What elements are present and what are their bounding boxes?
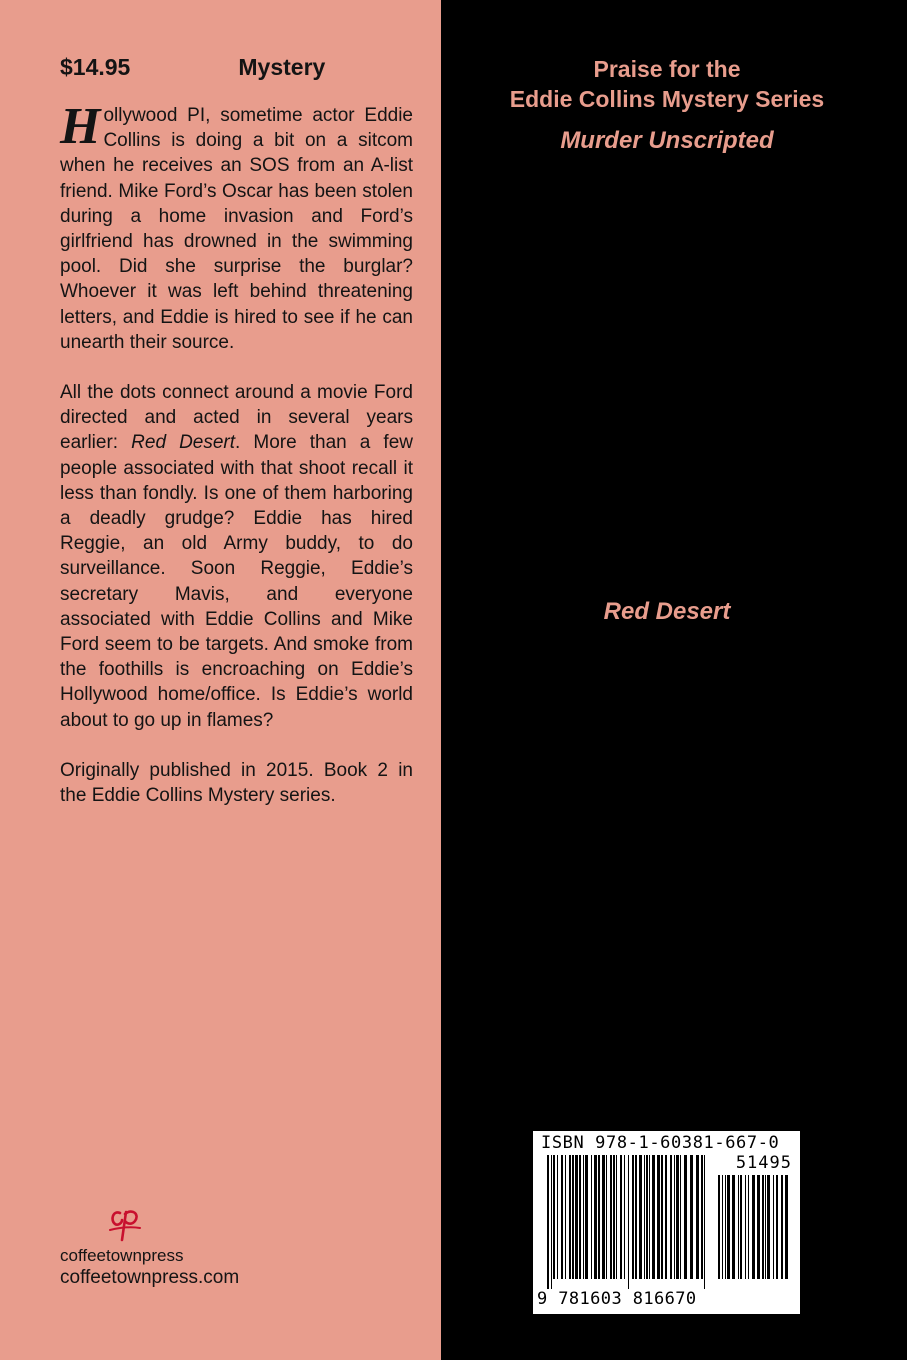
barcode-bar xyxy=(616,1155,617,1279)
barcode-bar xyxy=(670,1155,672,1279)
review-quote-text: “The plot purrs along fast and smooth [….] The ending of xyxy=(465,507,869,555)
barcode-bar xyxy=(569,1155,571,1279)
barcode-bar xyxy=(585,1155,588,1279)
barcode-bar xyxy=(785,1175,788,1279)
barcode-bar xyxy=(722,1175,723,1279)
praise-heading xyxy=(465,54,869,114)
barcode-bar xyxy=(561,1155,563,1279)
award-note xyxy=(465,164,869,214)
barcode-bar xyxy=(583,1155,584,1279)
blurb-paragraph-2 xyxy=(60,380,413,733)
drop-cap: H xyxy=(60,98,101,155)
review-quote: “I like this character Eddie Collins. He’s tough, funny and has the classic private eye’s world-weary wisdom. I hope to see much more of him.” —Michael Connelly, author of the Harry Bosch series xyxy=(465,233,869,355)
barcode-bar xyxy=(639,1155,642,1279)
barcode-bar xyxy=(752,1175,755,1279)
review-quote-text: delivers the reader a sweet surprise.” — xyxy=(465,533,869,580)
barcode-bar xyxy=(738,1175,739,1279)
barcode-bar xyxy=(740,1175,742,1279)
review-quote: “Veteran insider, author Clive Rosengren, swings a wide net for his actor-cum private eye. Collins adeptly switches from actor to P.I., follows clues, soothes emotions and solves several crimes. Enjoyable, fast and loaded with the author’s trademark keen insights.” —Carl Brookins, author of the Sean Sean P.I series. xyxy=(465,829,869,1002)
isbn-label: ISBN 978-1-60381-667-0 xyxy=(541,1133,780,1153)
left-panel xyxy=(0,0,441,1360)
barcode-bar xyxy=(591,1155,592,1279)
barcode-bar xyxy=(632,1155,634,1279)
barcode-bar xyxy=(690,1155,693,1279)
blurb-book-title: Red Desert xyxy=(131,432,236,454)
barcode-bar xyxy=(748,1175,749,1279)
price-addon-bars xyxy=(718,1175,788,1289)
barcode-bar xyxy=(551,1155,552,1289)
blurb-paragraph-1-text: ollywood PI, sometime actor Eddie Collins is doing a bit on a sitcom when he receives an SOS from an A-list friend. Mike Ford’s Oscar has been stolen during a home invasion and Ford’s girlfriend has drowned in the swimming pool. Did she surprise the burglar? Whoever it was left behind threatening letters, and Eddie is hired to see if he can unearth their source. xyxy=(60,105,413,353)
barcode-bar xyxy=(680,1155,681,1279)
barcode-bar xyxy=(572,1155,574,1279)
publisher-name: coffeetownpress xyxy=(60,1246,184,1265)
barcode-bar xyxy=(757,1175,760,1279)
barcode-bar xyxy=(718,1175,720,1279)
barcode-bar xyxy=(602,1155,605,1279)
award-line-1: Finalist, Shamus Award, xyxy=(557,166,777,187)
barcode-bar xyxy=(657,1155,660,1279)
barcode-bar xyxy=(674,1155,675,1279)
praise-section xyxy=(465,54,869,1028)
review-source: Booklist xyxy=(658,458,725,480)
award-line-1: Finalist, Shamus Award, xyxy=(557,637,777,659)
barcode-bar xyxy=(665,1155,667,1279)
barcode-bar xyxy=(613,1155,615,1279)
barcode-bar xyxy=(635,1155,637,1279)
publisher-url: coffeetownpress.com xyxy=(60,1267,240,1288)
genre-label: Mystery xyxy=(238,54,326,80)
isbn-barcode xyxy=(533,1131,800,1314)
blurb-paragraph-2-start: All the dots connect around a movie Ford directed and acted in several years earlier: xyxy=(60,382,413,454)
barcode-bar xyxy=(661,1155,663,1279)
barcode-bar xyxy=(553,1155,555,1279)
barcode-bar xyxy=(652,1155,655,1279)
barcode-bar xyxy=(610,1155,612,1279)
blurb-paragraph-3: Originally published in 2015. Book 2 in the Eddie Collins Mystery series. xyxy=(60,759,413,807)
barcode-bar xyxy=(547,1155,549,1289)
blurb-paragraph-1 xyxy=(60,98,413,355)
barcode-bar xyxy=(765,1175,766,1279)
barcode-bar xyxy=(557,1155,558,1279)
book-title-murder-unscripted: Murder Unscripted xyxy=(560,127,774,154)
barcode-bar xyxy=(781,1175,783,1279)
publisher-block xyxy=(60,1200,239,1290)
barcode-bar xyxy=(565,1155,566,1279)
barcode-bar xyxy=(606,1155,607,1279)
price-label: $14.95 xyxy=(60,54,131,80)
award-line-2: Private Eye Writers of America xyxy=(529,191,805,212)
barcode-bar xyxy=(598,1155,600,1279)
barcode-bar xyxy=(684,1155,687,1279)
book-title-red-desert: Red Desert xyxy=(603,598,731,626)
barcode-bar xyxy=(628,1155,629,1289)
barcode-bar xyxy=(727,1175,730,1279)
barcode-bar xyxy=(767,1175,770,1279)
barcode-bar xyxy=(773,1175,774,1279)
barcode-bar xyxy=(594,1155,597,1279)
ean-digits: 9 781603 816670 xyxy=(537,1289,697,1309)
barcode-bar xyxy=(624,1155,625,1279)
review-book-title: Murder Unscripted xyxy=(549,533,706,555)
blurb-paragraph-2-end: . More than a few people associated with that shoot recall it less than fondly. Is one of them harboring a deadly grudge? Eddie has hired Reggie, an old Army buddy, to do surveillance. Soon Reggie, Eddie’s secretary Mavis, and everyone associated with Eddie Collins and Mike Ford seem to be targets. And smoke from the foothills is encroaching on Eddie’s Hollywood home/office. Is Eddie’s world about to go up in flames? xyxy=(60,432,413,731)
barcode-bar xyxy=(579,1155,581,1279)
blurb xyxy=(60,98,413,833)
barcode-bar xyxy=(725,1175,726,1279)
barcode-bar xyxy=(646,1155,648,1279)
barcode-bar xyxy=(704,1155,705,1289)
review-quote xyxy=(465,381,869,482)
award-line-2: Private Eye Writers of America xyxy=(529,662,805,684)
review-quote: “My friend Clive Rosengren has created a guy I’d like to get to know: Eddie Collins. I wouldn’t mess with him, but you’d want his number in your wallet.” —Tom Hanks xyxy=(465,704,869,802)
barcode-bar xyxy=(762,1175,764,1279)
barcode-bar xyxy=(620,1155,622,1279)
barcode-bar xyxy=(701,1155,703,1279)
coffeetown-logo-icon xyxy=(106,1200,146,1244)
price-row xyxy=(60,54,325,81)
award-note xyxy=(465,635,869,685)
review-source: Mystery Scene xyxy=(639,558,765,580)
barcode-bar xyxy=(745,1175,746,1279)
barcode-bar xyxy=(776,1175,778,1279)
price-code-label: 51495 xyxy=(735,1153,792,1173)
barcode-bar xyxy=(732,1175,735,1279)
barcode-bar xyxy=(676,1155,679,1279)
praise-heading-line-1: Praise for the xyxy=(593,56,741,82)
barcode-bar xyxy=(696,1155,699,1279)
review-quote-text: “Blasting out of a time warp, straight from the 1940s. It’s set in modern Hollywood, but it’s old-time California noir, right down to its Bakelite heart [….] luscious.” — xyxy=(465,383,869,480)
barcode-bar xyxy=(644,1155,645,1279)
praise-heading-line-2: Eddie Collins Mystery Series xyxy=(509,86,825,112)
barcode-bar xyxy=(649,1155,650,1279)
ean-barcode-bars xyxy=(547,1155,707,1289)
barcode-bar xyxy=(575,1155,578,1279)
review-quote xyxy=(465,506,869,582)
